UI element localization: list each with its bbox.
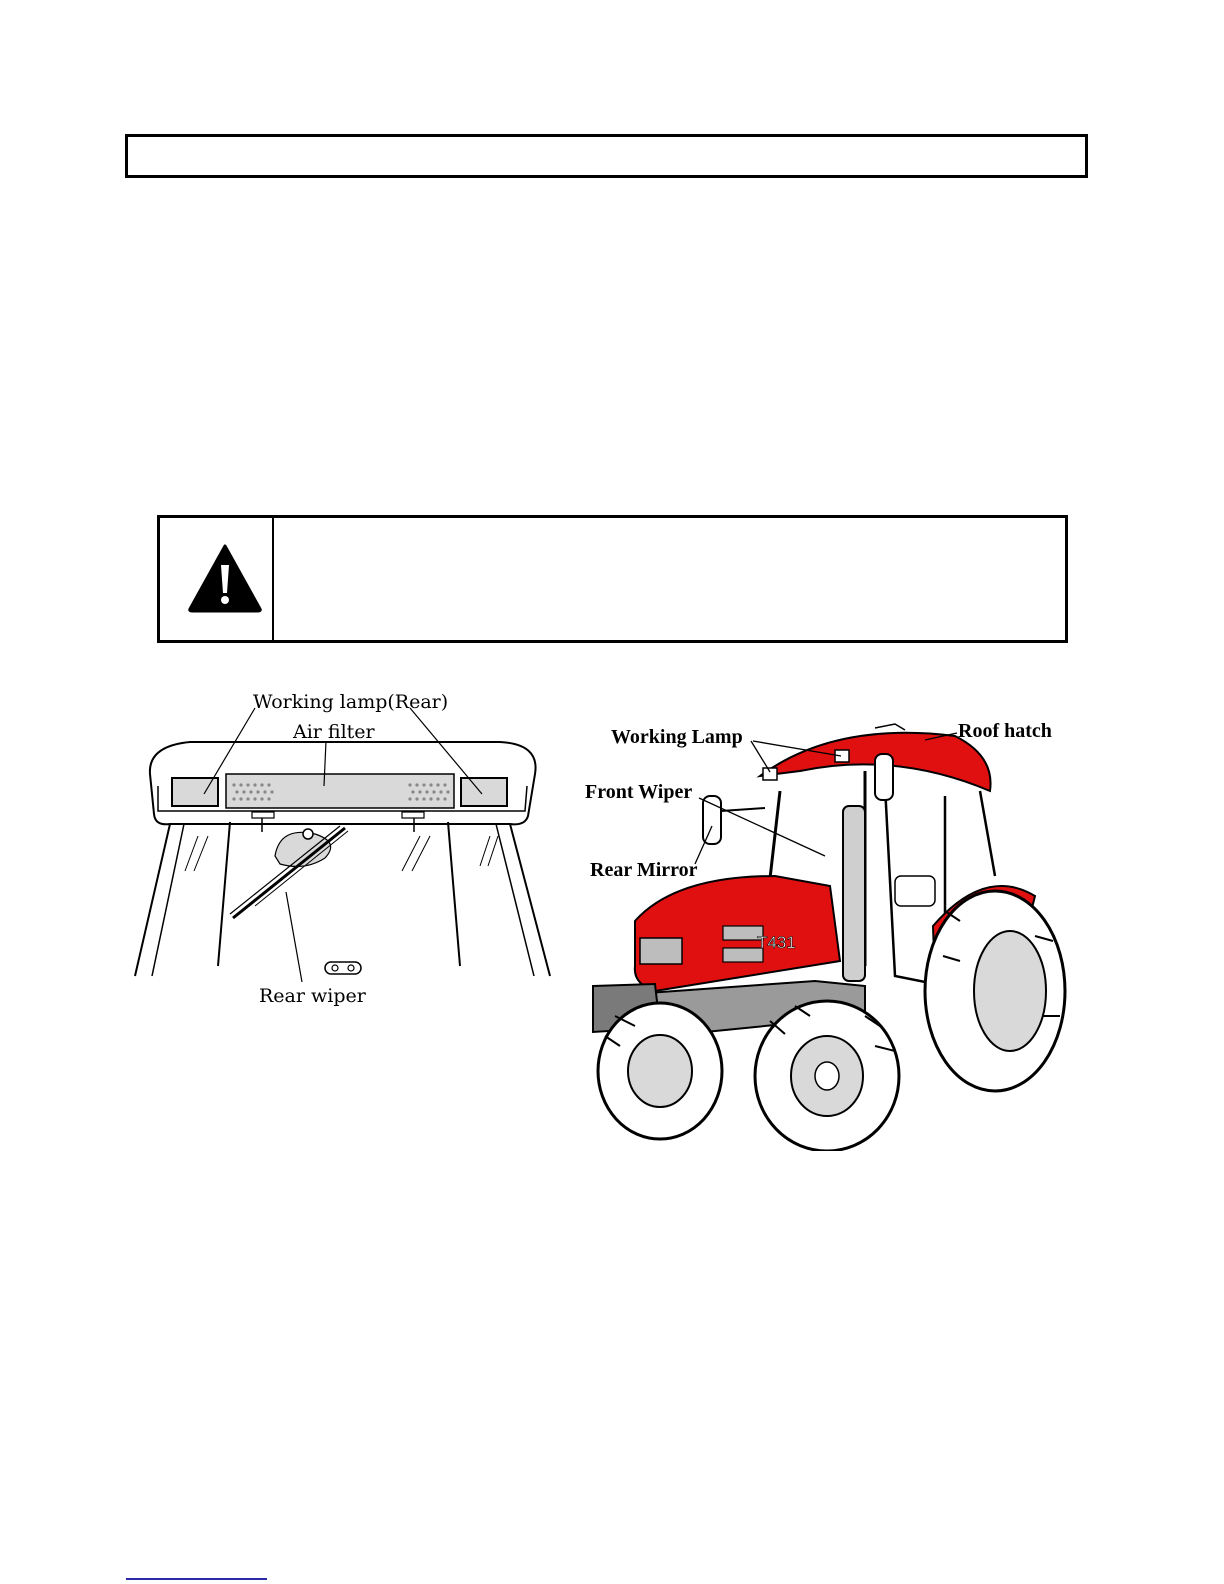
footer-link-underline[interactable] (126, 1578, 267, 1580)
label-rear-wiper: Rear wiper (259, 985, 366, 1007)
tractor-figure (565, 716, 1075, 1151)
label-working-lamp: Working Lamp (611, 726, 743, 748)
label-rear-mirror: Rear Mirror (590, 859, 698, 881)
warning-icon-cell (160, 518, 274, 640)
label-working-lamp-rear: Working lamp(Rear) (253, 691, 449, 713)
model-badge: T431 (757, 933, 796, 952)
label-air-filter: Air filter (293, 721, 375, 743)
rear-cab-figure (130, 686, 555, 1016)
label-roof-hatch: Roof hatch (958, 720, 1052, 742)
warning-triangle-icon (187, 543, 263, 613)
label-front-wiper: Front Wiper (585, 781, 693, 803)
warning-box (157, 515, 1068, 643)
section-title-box (125, 134, 1088, 178)
